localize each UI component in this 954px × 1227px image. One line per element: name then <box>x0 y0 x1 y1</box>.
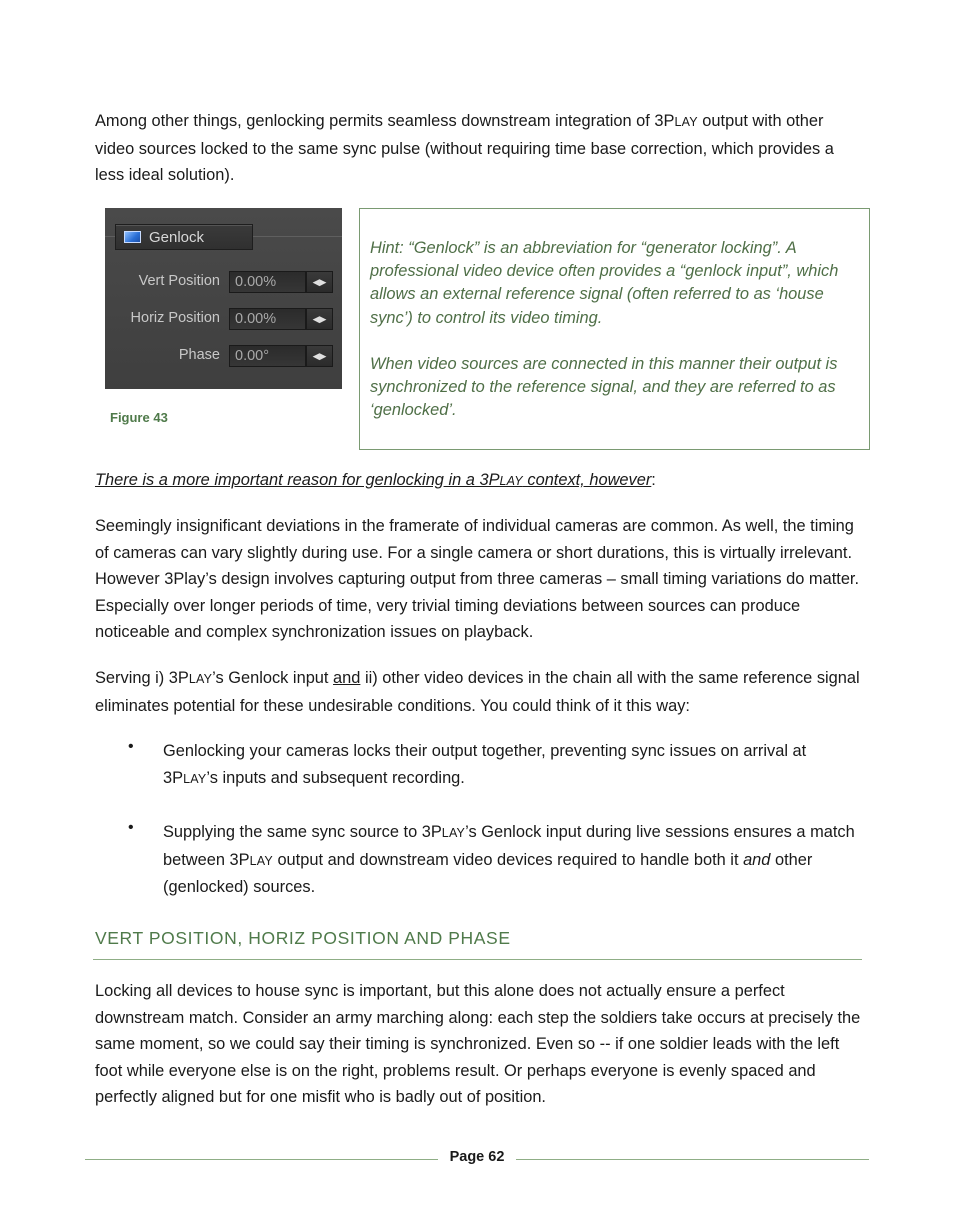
horiz-position-row <box>105 308 342 332</box>
vert-position-row <box>105 271 342 295</box>
vert-position-stepper[interactable]: ◀▶ <box>306 271 333 293</box>
reason-line: There is a more important reason for genlocking in a 3PLAY context, however: <box>95 471 656 489</box>
hint-paragraph-1: Hint: “Genlock” is an abbreviation for “generator locking”. A professional video device often provides a “genlock input”, which allows an external reference signal (often referred to as ‘house sync’) to control its video timing. <box>370 239 839 327</box>
bullet-marker: • <box>128 819 134 836</box>
figure-caption: Figure 43 <box>110 410 168 425</box>
footer-rule-right <box>516 1159 869 1160</box>
phase-label: Phase <box>178 347 220 363</box>
section-heading: VERT POSITION, HORIZ POSITION AND PHASE <box>95 928 511 948</box>
genlock-icon <box>124 231 141 243</box>
page-number: Page 62 <box>449 1149 505 1165</box>
vert-position-label: Vert Position <box>138 273 220 289</box>
genlock-button-label: Genlock <box>149 228 205 246</box>
bullet-item-1: Genlocking your cameras locks their output together, preventing sync issues on arrival at 3PLAY’s inputs and subsequent recording. <box>163 742 807 787</box>
genlock-button[interactable] <box>115 224 253 250</box>
phase-field[interactable]: 0.00° <box>229 345 306 367</box>
phase-row <box>105 345 342 369</box>
horiz-position-stepper[interactable]: ◀▶ <box>306 308 333 330</box>
footer-rule-left <box>85 1159 438 1160</box>
bullet-marker: • <box>128 738 134 755</box>
army-paragraph: Locking all devices to house sync is important, but this alone does not actually ensure a perfect downstream match. Consider an army marching along: each step the soldiers take occurs at precisely the same moment, so we could say their timing is synchronized. Even so -- if one soldier leads with the left foot while everyone else is on the right, problems result. Or perhaps everyone is evenly spaced and perfectly aligned but for one misfit who is badly out of position. <box>95 982 861 1106</box>
vert-position-field[interactable]: 0.00% <box>229 271 306 293</box>
deviation-paragraph: Seemingly insignificant deviations in the framerate of individual cameras are common. As well, the timing of cameras can vary slightly during use. For a single camera or short durations, this is virtually irrelevant. However 3Play’s design involves capturing output from three cameras – small timing variations do matter. Especially over longer periods of time, very trivial timing deviations between sources can produce noticeable and complex synchronization issues on playback. <box>95 517 860 641</box>
phase-stepper[interactable]: ◀▶ <box>306 345 333 367</box>
hint-paragraph-2: When video sources are connected in this manner their output is synchronized to the reference signal, and they are referred to as ‘genlocked’. <box>370 355 838 420</box>
serving-paragraph: Serving i) 3PLAY’s Genlock input and ii) other video devices in the chain all with the same reference signal eliminates potential for these undesirable conditions. You could think of it this way: <box>95 669 860 715</box>
horiz-position-label: Horiz Position <box>130 310 220 326</box>
heading-rule <box>93 959 862 960</box>
genlock-panel <box>105 208 342 389</box>
horiz-position-field[interactable]: 0.00% <box>229 308 306 330</box>
intro-paragraph: Among other things, genlocking permits seamless downstream integration of 3PLAY output with other video sources locked to the same sync pulse (without requiring time base correction, which provides a less ideal solution). <box>95 112 834 184</box>
hint-box <box>359 208 870 450</box>
bullet-item-2: Supplying the same sync source to 3PLAY’s Genlock input during live sessions ensures a match between 3PLAY output and downstream video devices required to handle both it and other (genlocked) sources. <box>163 823 855 896</box>
